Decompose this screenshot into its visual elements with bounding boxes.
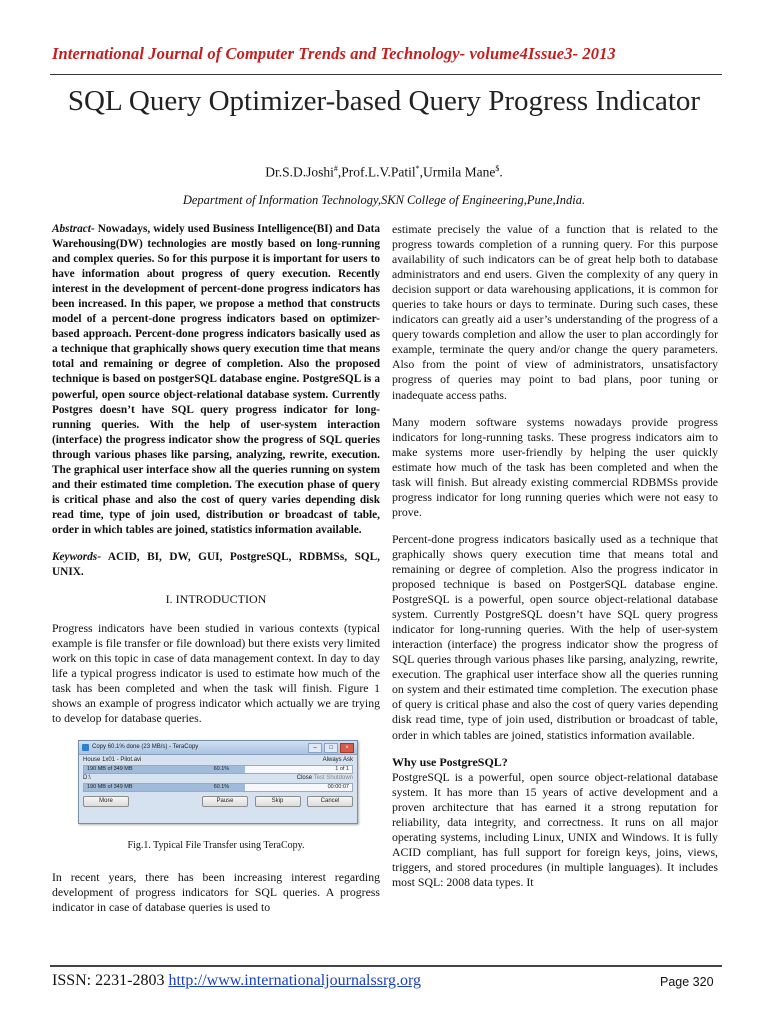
file-progress-text: 190 MB of 349 MB [87,766,133,773]
figure-caption: Fig.1. Typical File Transfer using TeraCopy. [127,840,305,852]
close-icon: × [340,743,354,753]
author-2: ,Prof.L.V.Patil [337,164,416,180]
author-3: ,Urmila Mane [419,164,496,180]
skip-button: Skip [255,796,301,807]
abstract [52,222,380,538]
journal-header: International Journal of Computer Trends and Technology- volume4Issue3- 2013 [52,44,616,63]
teracopy-app-icon [82,744,89,751]
window-controls [308,743,354,753]
keywords [52,550,380,580]
footer-rule [50,965,722,967]
why-postgresql-paragraph: PostgreSQL is a powerful, open source object-relational database system. It has more than 15 years of active development and a proven architecture that has earned it a strong reputation for reliability, data integrity, and correctness. It runs on all major operating systems, including Linux, UNIX and Windows. It is fully ACID compliant, has full support for foreign keys, joins, views, triggers, and stored procedures (in multiple languages). It includes most SQL: 2008 data types. It [392,769,718,889]
authors-end: . [499,164,503,180]
total-progress-bar [83,783,353,792]
maximize-icon: □ [324,743,338,753]
right-paragraph-3: Percent-done progress indicators basically used as a technique that graphically shows query execution time that means total and remaining or degree of completion. Also the progress indicator in proposed technique is based on PostgerSQL database engine. PostgreSQL is a powerful, open source object-relational database system. Currently PostgreSQL doesn’t have SQL query progress indicator for long-running queries. With the help of user-system interaction (interface) the progress indicator show the progress of SQL queries through various phases like parsing, analyzing, rewrite, execution. The graphical user interface show all the queries running on system and their estimated time completion. The execution phase of query is critical phase and also the cost of query varies depending disk read time, type of join used, distribution or broadcast of table, order in which tables are joined, statistics information available. [392,531,718,742]
teracopy-figure [78,740,358,824]
cancel-button: Cancel [307,796,353,807]
author-1-mark: # [333,164,338,173]
author-3-mark: $ [495,164,500,173]
section-heading-introduction: I. INTRODUCTION [165,592,267,607]
teracopy-window-title: Copy 60.1% done (23 MB/s) - TeraCopy [92,744,199,751]
ask-label: Always Ask [322,757,353,764]
total-progress-text: 190 MB of 349 MB [87,784,133,791]
pause-button: Pause [202,796,248,807]
file-count: 1 of 1 [335,766,349,773]
more-button: More [83,796,129,807]
journal-url-link[interactable]: http://www.internationaljournalssrg.org [168,972,422,989]
abstract-text: Nowadays, widely used Business Intelligence(BI) and Data Warehousing(DW) technologies are mostly based on long-running and complex queries. So for this purpose it is important for users to have information about progress of query execution. Recently interest in the development of percent-done progress indicators has been increased. In this paper, we propose a method that constructs model of a percent-done progress indicators based on optimizer-based approach. Percent-done progress indicators basically used as a technique that graphically shows query execution time that means total and remaining or degree of completion. Also the proposed technique is based on postgerSQL database engine. PostgreSQL is a powerful, open source object-relational database system. Currently Postgres doesn’t have SQL query progress indicator for long-running queries. With the help of user-system interaction (interface) the progress indicator show the progress of SQL queries through various phases like parsing, analyzing, rewrite, execution. The graphical user interface show all the queries running on system and their estimated time completion. The execution phase of query is critical phase and also the cost of query varies depending disk read time, type of join used, distribution or broadcast of table, order in which tables are joined, statistics information available. [52,223,381,536]
keywords-dash: - [97,550,108,563]
issn-text: ISSN: 2231-2803 [52,972,165,989]
file-progress-bar [83,765,353,774]
keywords-text: ACID, BI, DW, GUI, PostgreSQL, RDBMSs, SQL, UNIX. [52,550,381,579]
abstract-dash: - [90,223,98,235]
teracopy-buttons [83,796,353,807]
button-spacer [136,796,196,807]
intro-paragraph: Progress indicators have been studied in various contexts (typical example is file transfer or file download) but there exists very limited work on this topic in case of data management context. In day to day life a typical progress indicator is used to estimate how much of the task has been completed and when the task will finish. Figure 1 shows an example of progress indicator which actually we are trying to develop for database queries. [52,621,380,726]
keywords-label: Keywords [52,550,98,563]
target-row [83,775,353,782]
abstract-label: Abstract [52,223,91,235]
paper-title: SQL Query Optimizer-based Query Progress Indicator [67,85,701,117]
source-file: House 1x01 - Pilot.avi [83,757,142,764]
authors [60,164,708,181]
right-column [392,222,718,902]
file-progress-percent: 60.1% [213,766,230,773]
close-label: Close [296,775,313,782]
total-progress-percent: 60.1% [213,784,230,791]
affiliation: Department of Information Technology,SKN College of Engineering,Pune,India. [182,193,586,207]
teracopy-body [79,755,357,809]
footer-issn [52,972,421,990]
minimize-icon: – [308,743,322,753]
right-paragraph-1: estimate precisely the value of a function that is related to the progress towards completion of a running query. For this purpose availability of such indicators can be of great help both to database administrators and end users. Given the complexity of any query in decision support or data warehousing applications, it is common for queries to take hours or days to terminate. During such cases, these indicators can greatly aid a user’s understanding of the progress of a query towards completion and allow the user to plan accordingly for example, terminate the query and/or change the query parameters. Also from the point of view of administrators, unsatisfactory progress of queries may point to bad plans, poor tuning or inadequate access paths. [392,222,718,402]
page-number: Page 320 [660,975,714,989]
left-column [52,222,380,927]
teracopy-titlebar [79,741,357,755]
close-options [297,775,353,782]
shutdown-label: Test Shutdown [313,775,353,782]
why-postgresql-heading: Why use PostgreSQL? [392,754,508,769]
header-rule [50,74,722,75]
source-row [83,757,353,764]
author-2-mark: * [415,164,420,173]
left-last-paragraph: In recent years, there has been increasing interest regarding development of progress indicators for SQL queries. A progress indicator in case of database queries is used to [52,869,380,914]
elapsed-time: 00:00:07 [327,784,349,791]
author-1: Dr.S.D.Joshi [265,164,334,180]
right-paragraph-2: Many modern software systems nowadays provide progress indicators for long-running tasks. These progress indicators aim to make systems more user-friendly by helping the user quickly estimate how much of the task has been completed and when the task will finish. But already existing commercial RDBMSs provide progress indicator for long running queries which were not easy to prove. [392,414,718,519]
target-path: D:\ [83,775,91,782]
